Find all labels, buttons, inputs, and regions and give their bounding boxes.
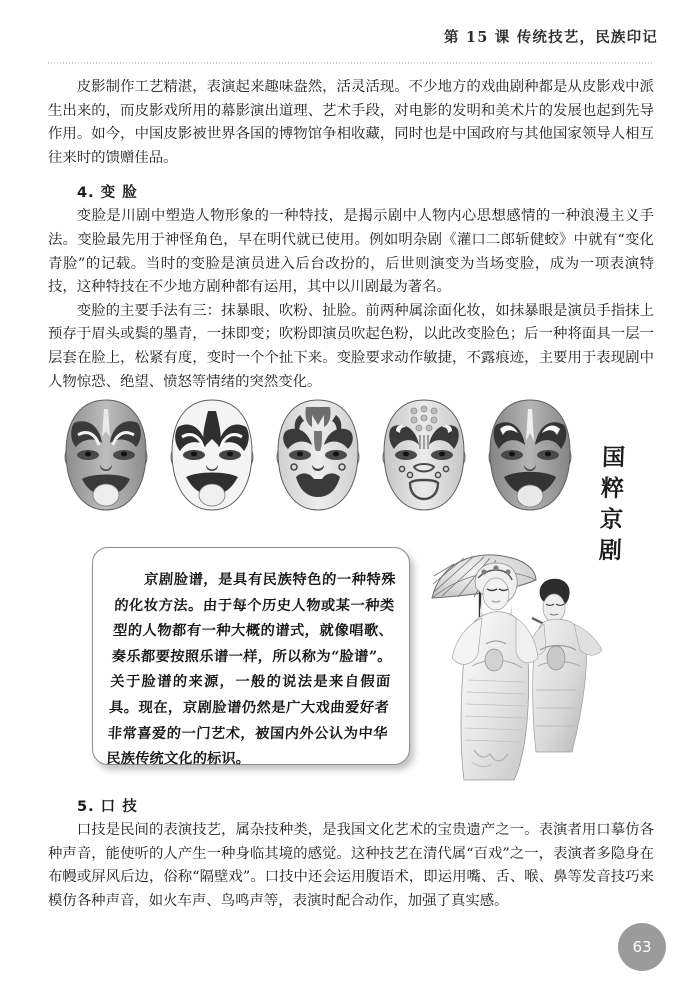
callout-text: 京剧脸谱，是具有民族特色的一种特殊的化妆方法。由于每个历史人物或某一种类型的人物都有一种大概的谱式，就像唱歌、奏乐都要按照乐谱一样，所以称为“脸谱”。关于脸谱的来源，一般的说法是来自假面具。现在，京剧脸谱仍然是广大戏曲爱好者非常喜爱的一门艺术，被国内外公认为中华民族传统文化的标识。 bbox=[105, 572, 397, 768]
vertical-caption-char-2: 粹 bbox=[600, 475, 625, 502]
paragraph-shadow-play: 皮影制作工艺精湛，表演起来趣味盎然，活灵活现。不少地方的戏曲剧种都是从皮影戏中派生出来的，而皮影戏所用的幕影演出道理、艺术手段，对电影的发明和美术片的发展也起到先导作用。如今，中国皮影被世界各国的博物馆争相收藏，同时也是中国政府与其他国家领导人相互往来时的馈赠佳品。 bbox=[48, 79, 654, 166]
page-number: 63 bbox=[632, 938, 652, 956]
header-divider bbox=[48, 62, 652, 64]
section-heading-bianlian: 4. 变 脸 bbox=[77, 185, 138, 202]
vertical-caption-char-1: 国 bbox=[601, 444, 626, 471]
page-number-badge bbox=[618, 923, 666, 971]
opera-mask-3 bbox=[270, 397, 366, 513]
paragraph-bianlian-2: 变脸的主要手法有三：抹暴眼、吹粉、扯脸。前两种属涂面化妆，如抹暴眼是演员手指抹上预存于眉头或鬓的墨青，一抹即变；吹粉即演员吹起色粉，以此改变脸色；后一种将面具一层一层套在脸上，松紧有度，变时一个个扯下来。变脸要求动作敏捷，不露痕迹，主要用于表现剧中人物惊恐、绝望、愤怒等情绪的突然变化。 bbox=[48, 302, 654, 390]
paragraph-kouji: 口技是民间的表演技艺，属杂技种类，是我国文化艺术的宝贵遗产之一。表演者用口摹仿各种声音，能使听的人产生一种身临其境的感觉。这种技艺在清代属“百戏”之一，表演者多隐身在布幔或屏风后边，俗称“隔壁戏”。口技中还会运用腹语术，即运用嘴、舌、喉、鼻等发音技巧来模仿各种声音，如火车声、鸟鸣声等，表演时配合动作，加强了真实感。 bbox=[48, 822, 654, 909]
main-text-column bbox=[48, 76, 654, 394]
callout-box bbox=[92, 547, 410, 768]
opera-mask-2 bbox=[164, 397, 260, 513]
performer-back bbox=[528, 579, 602, 752]
opera-mask-row bbox=[58, 396, 578, 514]
secondary-text-column bbox=[48, 796, 654, 913]
header-title: 第 15 课 传统技艺，民族印记 bbox=[443, 29, 658, 46]
section-heading-kouji: 5. 口 技 bbox=[77, 799, 138, 815]
vertical-caption-char-4: 剧 bbox=[598, 537, 623, 564]
opera-mask-5 bbox=[482, 397, 578, 513]
opera-performers-photo bbox=[424, 540, 606, 785]
opera-mask-1 bbox=[58, 397, 154, 513]
page-header bbox=[0, 26, 700, 47]
opera-mask-4 bbox=[376, 397, 472, 513]
paragraph-bianlian-1: 变脸是川剧中塑造人物形象的一种特技，是揭示剧中人物内心思想感情的一种浪漫主义手法。变脸最先用于神怪角色，早在明代就已使用。例如明杂剧《灌口二郎斩健蛟》中就有“变化青脸”的记载。当时的变脸是演员进入后台改扮的，后世则演变为当场变脸，成为一项表演特技，这种特技在不少地方剧种都有运用，其中以川剧最为著名。 bbox=[48, 208, 654, 296]
vertical-caption-char-3: 京 bbox=[599, 506, 624, 533]
